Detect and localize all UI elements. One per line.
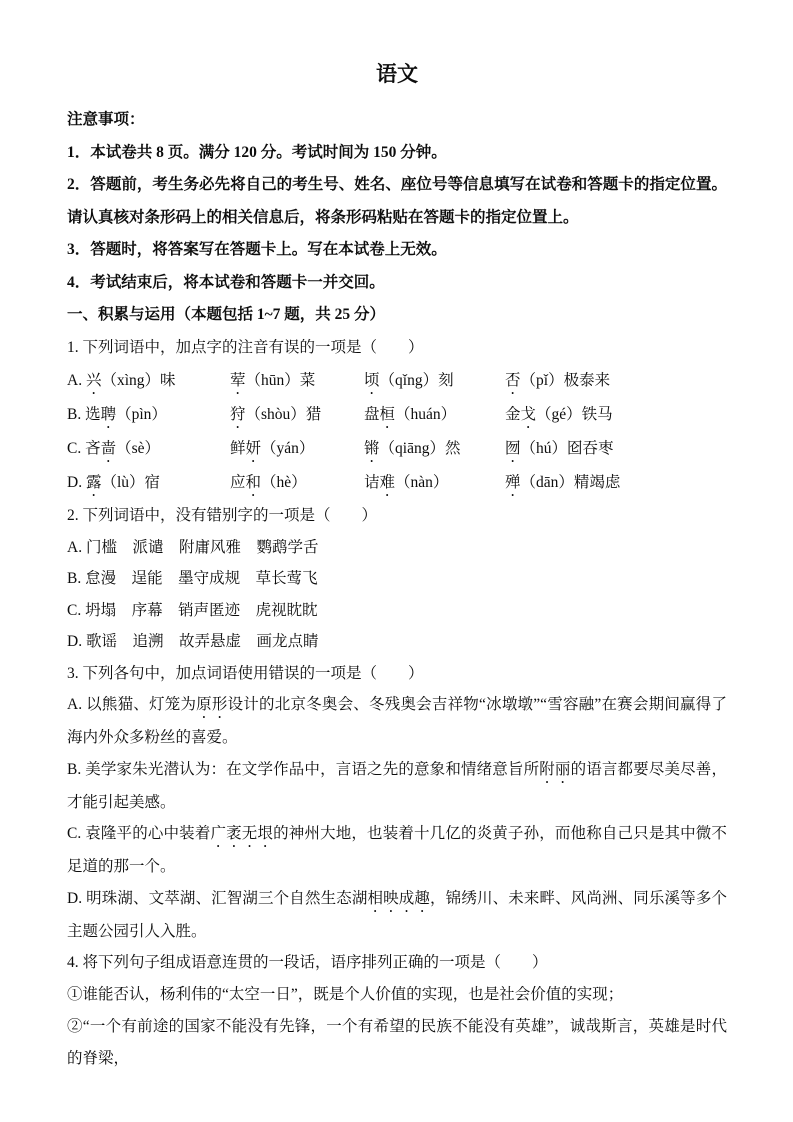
question-1-option-row-c	[67, 432, 727, 466]
question-2-option-b: B. 怠漫 逞能 墨守成规 草长莺飞	[67, 570, 318, 587]
q1-b-word-1: B. 选聘（pìn）	[67, 406, 167, 423]
question-1	[67, 332, 727, 501]
q1-a-word-3: 顷（qǐng）刻	[364, 372, 454, 389]
q1-c-word-3: 锵（qiāng）然	[364, 440, 461, 457]
q1-d-word-1: D. 露（lù）宿	[67, 474, 161, 491]
question-3-option-a: A. 以熊猫、灯笼为原形设计的北京冬奥会、冬残奥会吉祥物“冰墩墩”“雪容融”在赛会期间赢得了海内外众多粉丝的喜爱。	[67, 696, 727, 747]
q1-d-word-3: 诘难（nàn）	[364, 474, 449, 491]
q1-a-word-2: 荤（hūn）菜	[230, 372, 316, 389]
notice-item-4: 4．考试结束后，将本试卷和答题卡一并交回。	[67, 273, 385, 291]
q1-b-word-3: 盘桓（huán）	[364, 406, 457, 423]
notice-item-2: 2．答题前，考生务必先将自己的考生号、姓名、座位号等信息填写在试卷和答题卡的指定位置。请认真核对条形码上的相关信息后，将条形码粘贴在答题卡的指定位置上。	[67, 176, 727, 226]
question-4	[67, 947, 727, 1075]
question-1-option-row-a	[67, 364, 727, 398]
notice-item-3: 3．答题时，将答案写在答题卡上。写在本试卷上无效。	[67, 241, 447, 258]
question-4-stem: 4. 将下列句子组成语意连贯的一段话，语序排列正确的一项是（ ）	[67, 954, 548, 972]
question-4-sentence-2: ②“一个有前途的国家不能没有先锋，一个有希望的民族不能没有英雄”，诚哉斯言，英雄是时代的脊梁，	[67, 1018, 727, 1068]
q1-d-word-4: 殚（dān）精竭虑	[505, 474, 621, 491]
question-2-stem: 2. 下列词语中，没有错别字的一项是（ ）	[67, 507, 378, 524]
question-3-option-b: B. 美学家朱光潜认为：在文学作品中，言语之先的意象和情绪意旨所附丽的语言都要尽美尽善，才能引起美感。	[67, 760, 727, 811]
notice-section	[67, 104, 727, 299]
q1-a-word-4: 否（pǐ）极泰来	[505, 372, 611, 389]
question-1-option-row-b	[67, 398, 727, 432]
page-title: 语文	[376, 62, 418, 86]
question-2	[67, 500, 727, 658]
q1-a-word-1: A. 兴（xìng）味	[67, 372, 176, 389]
question-3-option-d: D. 明珠湖、文萃湖、汇智湖三个自然生态湖相映成趣，锦绣川、未来畔、风尚洲、同乐溪等多个主题公园引人入胜。	[67, 889, 727, 940]
q1-d-word-2: 应和（hè）	[230, 474, 307, 491]
question-3	[67, 658, 727, 948]
question-3-stem: 3. 下列各句中，加点词语使用错误的一项是（ ）	[67, 664, 424, 682]
notice-item-1: 1．本试卷共 8 页。满分 120 分。考试时间为 150 分钟。	[67, 143, 447, 161]
question-1-option-row-d	[67, 466, 727, 500]
q1-b-word-4: 金戈（gé）铁马	[505, 406, 613, 423]
q1-c-word-4: 囫（hú）囵吞枣	[505, 440, 614, 457]
question-2-option-d: D. 歌谣 追溯 故弄悬虚 画龙点睛	[67, 633, 319, 650]
question-2-option-a: A. 门槛 派谴 附庸风雅 鹦鹉学舌	[67, 538, 319, 556]
q1-b-word-2: 狩（shòu）猎	[230, 406, 322, 423]
q1-c-word-2: 鲜妍（yán）	[230, 440, 315, 457]
question-4-sentence-1: ①谁能否认，杨利伟的“太空一日”，既是个人价值的实现，也是社会价值的实现；	[67, 986, 624, 1004]
question-3-option-c: C. 袁隆平的心中装着广袤无垠的神州大地，也装着十几亿的炎黄子孙，而他称自己只是其中微不足道的那一个。	[67, 825, 727, 876]
question-2-option-c: C. 坍塌 序幕 销声匿迹 虎视眈眈	[67, 601, 318, 619]
q1-c-word-1: C. 吝啬（sè）	[67, 440, 161, 457]
question-1-stem: 1. 下列词语中，加点字的注音有误的一项是（ ）	[67, 338, 424, 356]
section-1-heading: 一、积累与运用（本题包括 1~7 题，共 25 分）	[67, 306, 386, 323]
notice-heading: 注意事项：	[67, 111, 145, 128]
